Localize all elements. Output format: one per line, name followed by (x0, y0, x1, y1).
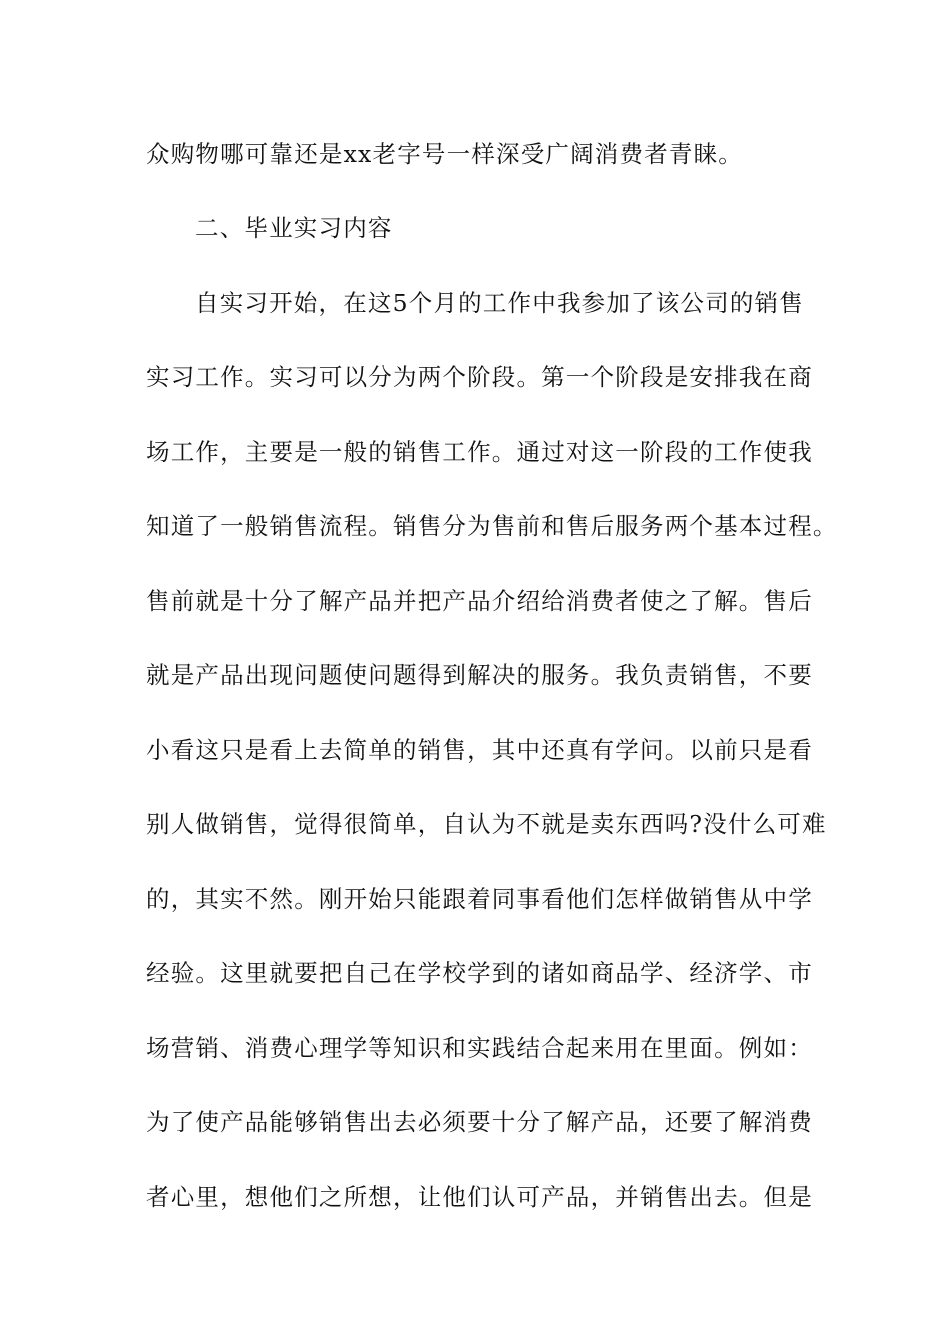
paragraph-line: 知道了一般销售流程。销售分为售前和售后服务两个基本过程。 (146, 512, 838, 540)
paragraph-line: 别人做销售，觉得很简单，自认为不就是卖东西吗?没什么可难 (146, 810, 827, 838)
paragraph-line: 场工作，主要是一般的销售工作。通过对这一阶段的工作使我 (146, 438, 813, 466)
paragraph-line: 小看这只是看上去简单的销售，其中还真有学问。以前只是看 (146, 736, 813, 764)
paragraph-line: 经验。这里就要把自己在学校学到的诸如商品学、经济学、市 (146, 959, 813, 987)
paragraph-line: 众购物哪可靠还是xx老字号一样深受广阔消费者青睐。 (146, 140, 744, 168)
paragraph-line: 实习工作。实习可以分为两个阶段。第一个阶段是安排我在商 (146, 363, 813, 391)
paragraph-line: 者心里，想他们之所想，让他们认可产品，并销售出去。但是 (146, 1183, 813, 1211)
paragraph-line: 售前就是十分了解产品并把产品介绍给消费者使之了解。售后 (146, 587, 813, 615)
paragraph-line: 的，其实不然。刚开始只能跟着同事看他们怎样做销售从中学 (146, 885, 813, 913)
paragraph-line: 为了使产品能够销售出去必须要十分了解产品，还要了解消费 (146, 1108, 813, 1136)
paragraph-line: 自实习开始，在这5个月的工作中我参加了该公司的销售 (195, 289, 804, 317)
section-heading: 二、毕业实习内容 (195, 214, 393, 242)
paragraph-line: 场营销、消费心理学等知识和实践结合起来用在里面。例如： (146, 1034, 813, 1062)
paragraph-line: 就是产品出现问题使问题得到解决的服务。我负责销售，不要 (146, 661, 813, 689)
